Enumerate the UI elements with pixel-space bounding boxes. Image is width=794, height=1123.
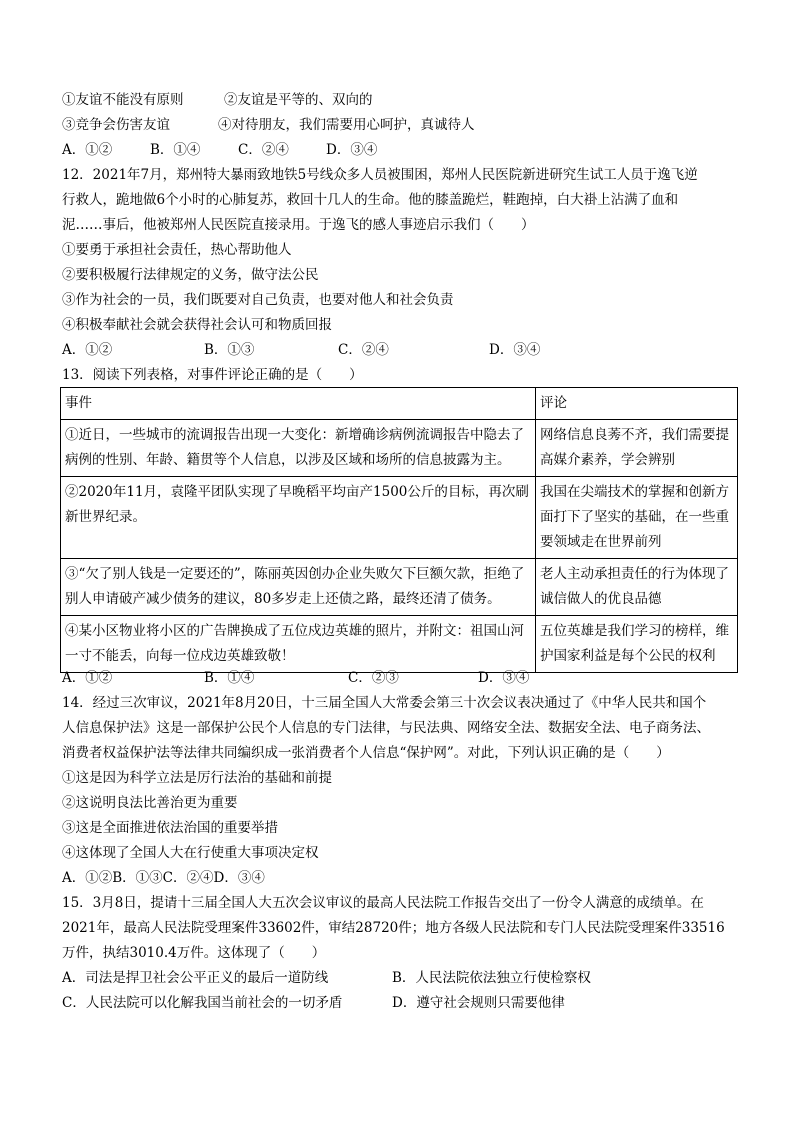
- option-b: B．①④: [204, 670, 255, 686]
- option-d: D．③④: [478, 670, 530, 686]
- question-12-stem: 12．2021年7月，郑州特大暴雨致地铁5号线众多人员被围困，郑州人民医院新进研究生试工人员于逸飞逆: [62, 167, 698, 183]
- answer-options: A．①②B．①③C．②④D．③④: [62, 870, 265, 886]
- option-d: D．③④: [326, 142, 378, 158]
- answer-options: [62, 141, 662, 159]
- table-row: [61, 559, 738, 616]
- answer-options: [62, 969, 702, 987]
- statement-row: [62, 91, 373, 109]
- event-cell: ①近日，一些城市的流调报告出现一大变化：新增确诊病例流调报告中隐去了病例的性别、年龄、籍贯等个人信息，以涉及区域和场所的信息披露为主。: [61, 420, 536, 477]
- comment-cell: 五位英雄是我们学习的榜样，维护国家利益是每个公民的权利: [536, 616, 738, 673]
- option-d: D．③④: [489, 342, 541, 358]
- question-14-stem: 14．经过三次审议，2021年8月20日，十三届全国人大常委会第三十次会议表决通过了《中华人民共和国个: [62, 695, 707, 711]
- table-row: [61, 616, 738, 673]
- question-14-stem: 消费者权益保护法等法律共同编织成一张消费者个人信息“保护网”。对此，下列认识正确的是（ ）: [62, 745, 670, 761]
- option-b: B．人民法院依法独立行使检察权: [392, 970, 591, 986]
- statement-3: ③竞争会伤害友谊: [62, 117, 170, 133]
- statement-4: ④这体现了全国人大在行使重大事项决定权: [62, 845, 319, 861]
- answer-options: [62, 341, 662, 359]
- statement-2: ②要积极履行法律规定的义务，做守法公民: [62, 267, 319, 283]
- answer-options: [62, 669, 662, 687]
- question-12-stem: 行救人，跪地做6个小时的心肺复苏，救回十几人的生命。他的膝盖跪烂，鞋跑掉，白大褂上沾满了血和: [62, 192, 679, 208]
- question-15-stem: 万件，执结3010.4万件。这体现了（ ）: [62, 945, 326, 961]
- event-cell: ④某小区物业将小区的广告牌换成了五位戍边英雄的照片，并附文：祖国山河一寸不能丢，向每一位戍边英雄致敬！: [61, 616, 536, 673]
- statement-3: ③这是全面推进依法治国的重要举措: [62, 820, 278, 836]
- comment-cell: 我国在尖端技术的掌握和创新方面打下了坚实的基础，在一些重要领域走在世界前列: [536, 477, 738, 559]
- table-row: [61, 420, 738, 477]
- question-14-stem: 人信息保护法》这是一部保护公民个人信息的专门法律，与民法典、网络安全法、数据安全法、电子商务法、: [62, 720, 710, 736]
- option-b: B．①④: [150, 142, 201, 158]
- question-15-stem: 2021年，最高人民法院受理案件33602件，审结28720件；地方各级人民法院和专门人民法院受理案件33516: [62, 920, 725, 936]
- event-cell: ③“欠了别人钱是一定要还的”，陈丽英因创办企业失败欠下巨额欠款，拒绝了别人申请破产减少债务的建议，80多岁走上还债之路，最终还清了债务。: [61, 559, 536, 616]
- option-a: A．①②: [62, 142, 113, 158]
- statement-row: [62, 116, 475, 134]
- option-a: A．①②: [62, 342, 113, 358]
- table-row: [61, 477, 738, 559]
- statement-2: ②这说明良法比善治更为重要: [62, 795, 238, 811]
- option-a: A．司法是捍卫社会公平正义的最后一道防线: [62, 970, 329, 986]
- question-15-stem: 15．3月8日，提请十三届全国人大五次会议审议的最高人民法院工作报告交出了一份令人满意的成绩单。在: [62, 895, 704, 911]
- option-c: C．②③: [348, 670, 399, 686]
- question-12-stem: 泥……事后，他被郑州人民医院直接录用。于逸飞的感人事迹启示我们（ ）: [62, 217, 535, 233]
- header-comment: 评论: [536, 388, 738, 420]
- statement-1: ①友谊不能没有原则: [62, 92, 184, 108]
- statement-4: ④对待朋友，我们需要用心呵护，真诚待人: [218, 117, 475, 133]
- option-c: C．人民法院可以化解我国当前社会的一切矛盾: [62, 995, 343, 1011]
- statement-2: ②友谊是平等的、双向的: [224, 92, 373, 108]
- comment-cell: 网络信息良莠不齐，我们需要提高媒介素养，学会辨别: [536, 420, 738, 477]
- option-c: C．②④: [338, 342, 389, 358]
- statement-1: ①要勇于承担社会责任，热心帮助他人: [62, 242, 292, 258]
- table-header-row: [61, 388, 738, 420]
- event-comment-table: [60, 387, 738, 673]
- statement-4: ④积极奉献社会就会获得社会认可和物质回报: [62, 317, 332, 333]
- comment-cell: 老人主动承担责任的行为体现了诚信做人的优良品德: [536, 559, 738, 616]
- option-a: A．①②: [62, 670, 113, 686]
- statement-3: ③作为社会的一员，我们既要对自己负责，也要对他人和社会负责: [62, 292, 454, 308]
- statement-1: ①这是因为科学立法是厉行法治的基础和前提: [62, 770, 332, 786]
- event-cell: ②2020年11月，袁隆平团队实现了早晚稻平均亩产1500公斤的目标，再次刷新世界纪录。: [61, 477, 536, 559]
- header-event: 事件: [61, 388, 536, 420]
- answer-options: [62, 994, 702, 1012]
- option-c: C．②④: [238, 142, 289, 158]
- question-13-stem: 13．阅读下列表格，对事件评论正确的是（ ）: [62, 367, 363, 383]
- option-b: B．①③: [204, 342, 255, 358]
- option-d: D．遵守社会规则只需要他律: [392, 995, 565, 1011]
